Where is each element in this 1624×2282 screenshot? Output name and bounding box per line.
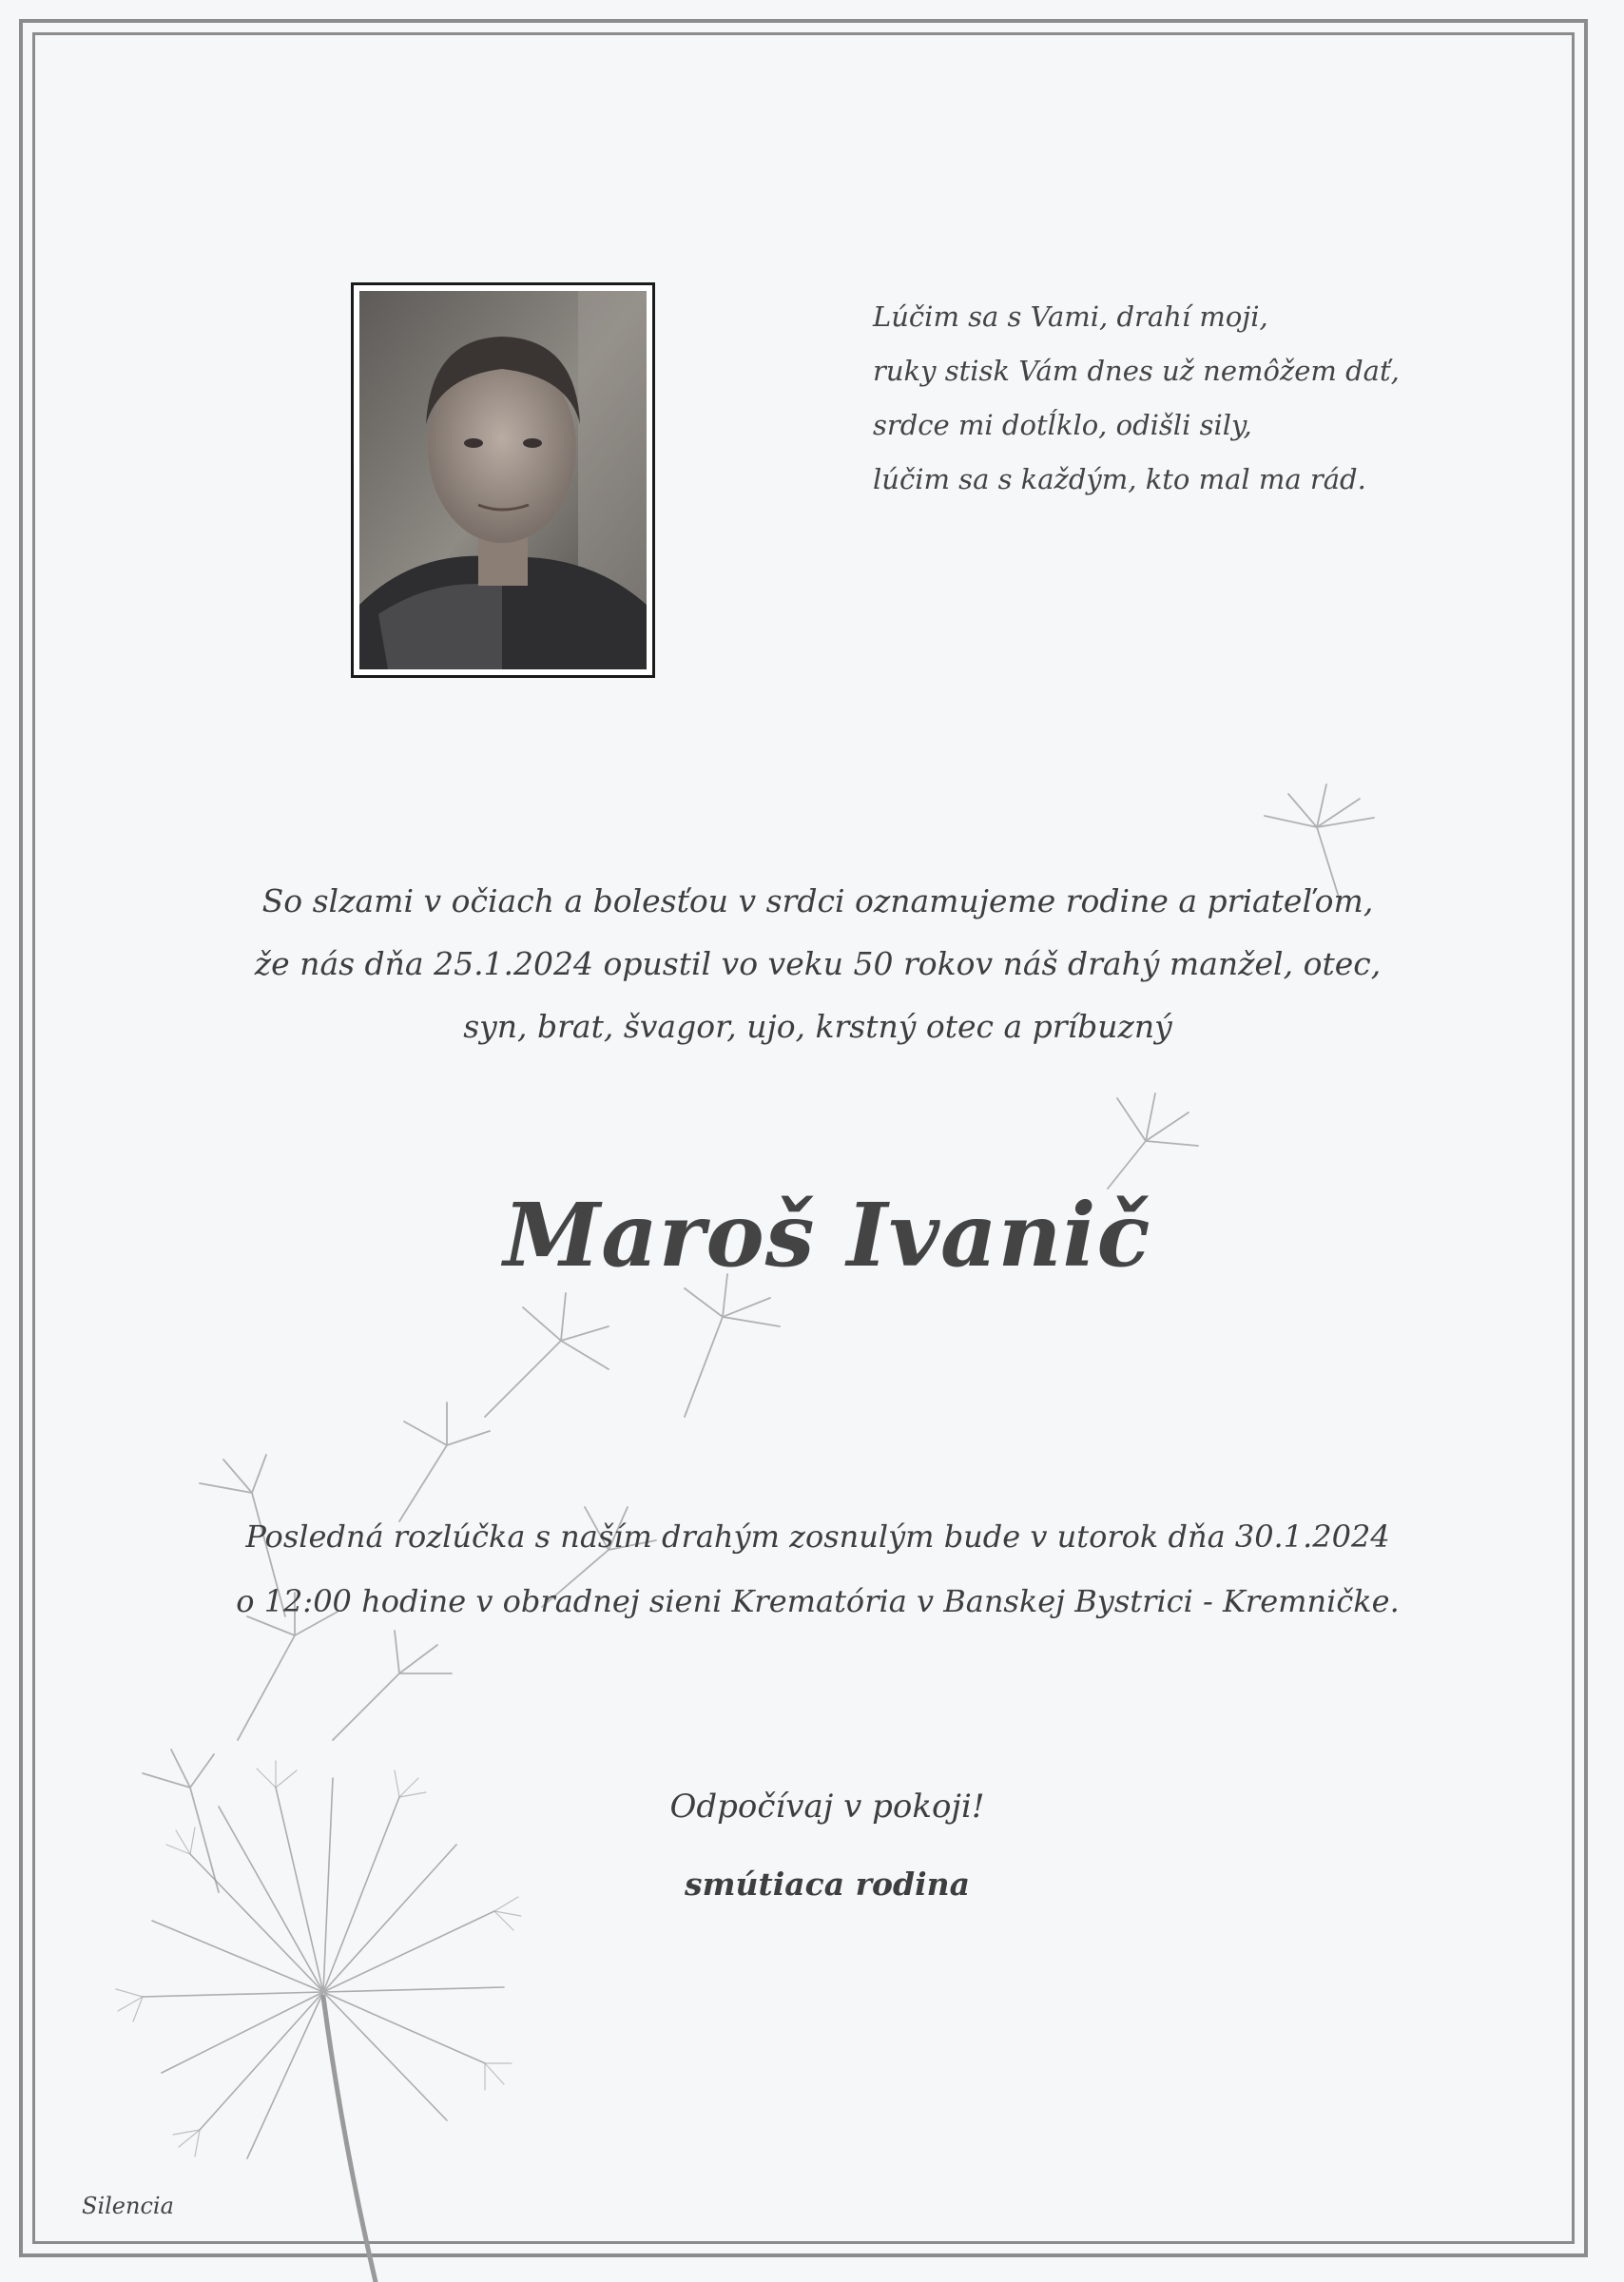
funeral-details-line: Posledná rozlúčka s naším drahým zosnulým bude v utorok dňa 30.1.2024 — [245, 1518, 1390, 1555]
announcement-line: syn, brat, švagor, ujo, krstný otec a príbuzný — [463, 1008, 1172, 1045]
funeral-details-line: o 12:00 hodine v obradnej sieni Krematória v Banskej Bystrici - Kremničke. — [236, 1583, 1400, 1619]
announcement-line: So slzami v očiach a bolesťou v srdci oznamujeme rodine a priateľom, — [261, 882, 1374, 919]
death-announcement — [228, 870, 1407, 1058]
rest-in-peace: Odpočívaj v pokoji! — [669, 1788, 985, 1826]
announcement-line: že nás dňa 25.1.2024 opustil vo veku 50 rokov náš drahý manžel, otec, — [254, 945, 1382, 982]
maker-mark: Silencia — [82, 2193, 174, 2219]
mourning-family: smútiaca rodina — [685, 1866, 970, 1903]
portrait-photo — [351, 282, 655, 678]
portrait-image — [359, 291, 647, 669]
deceased-name: Maroš Ivanič — [503, 1184, 1151, 1286]
funeral-details — [190, 1504, 1445, 1634]
poem-line: lúčim sa s každým, kto mal ma rád. — [873, 463, 1366, 495]
poem-line: Lúčim sa s Vami, drahí moji, — [873, 300, 1268, 333]
poem — [873, 290, 1405, 507]
poem-line: ruky stisk Vám dnes už nemôžem dať, — [873, 355, 1400, 387]
poem-line: srdce mi dotĺklo, odišli sily, — [873, 409, 1252, 441]
